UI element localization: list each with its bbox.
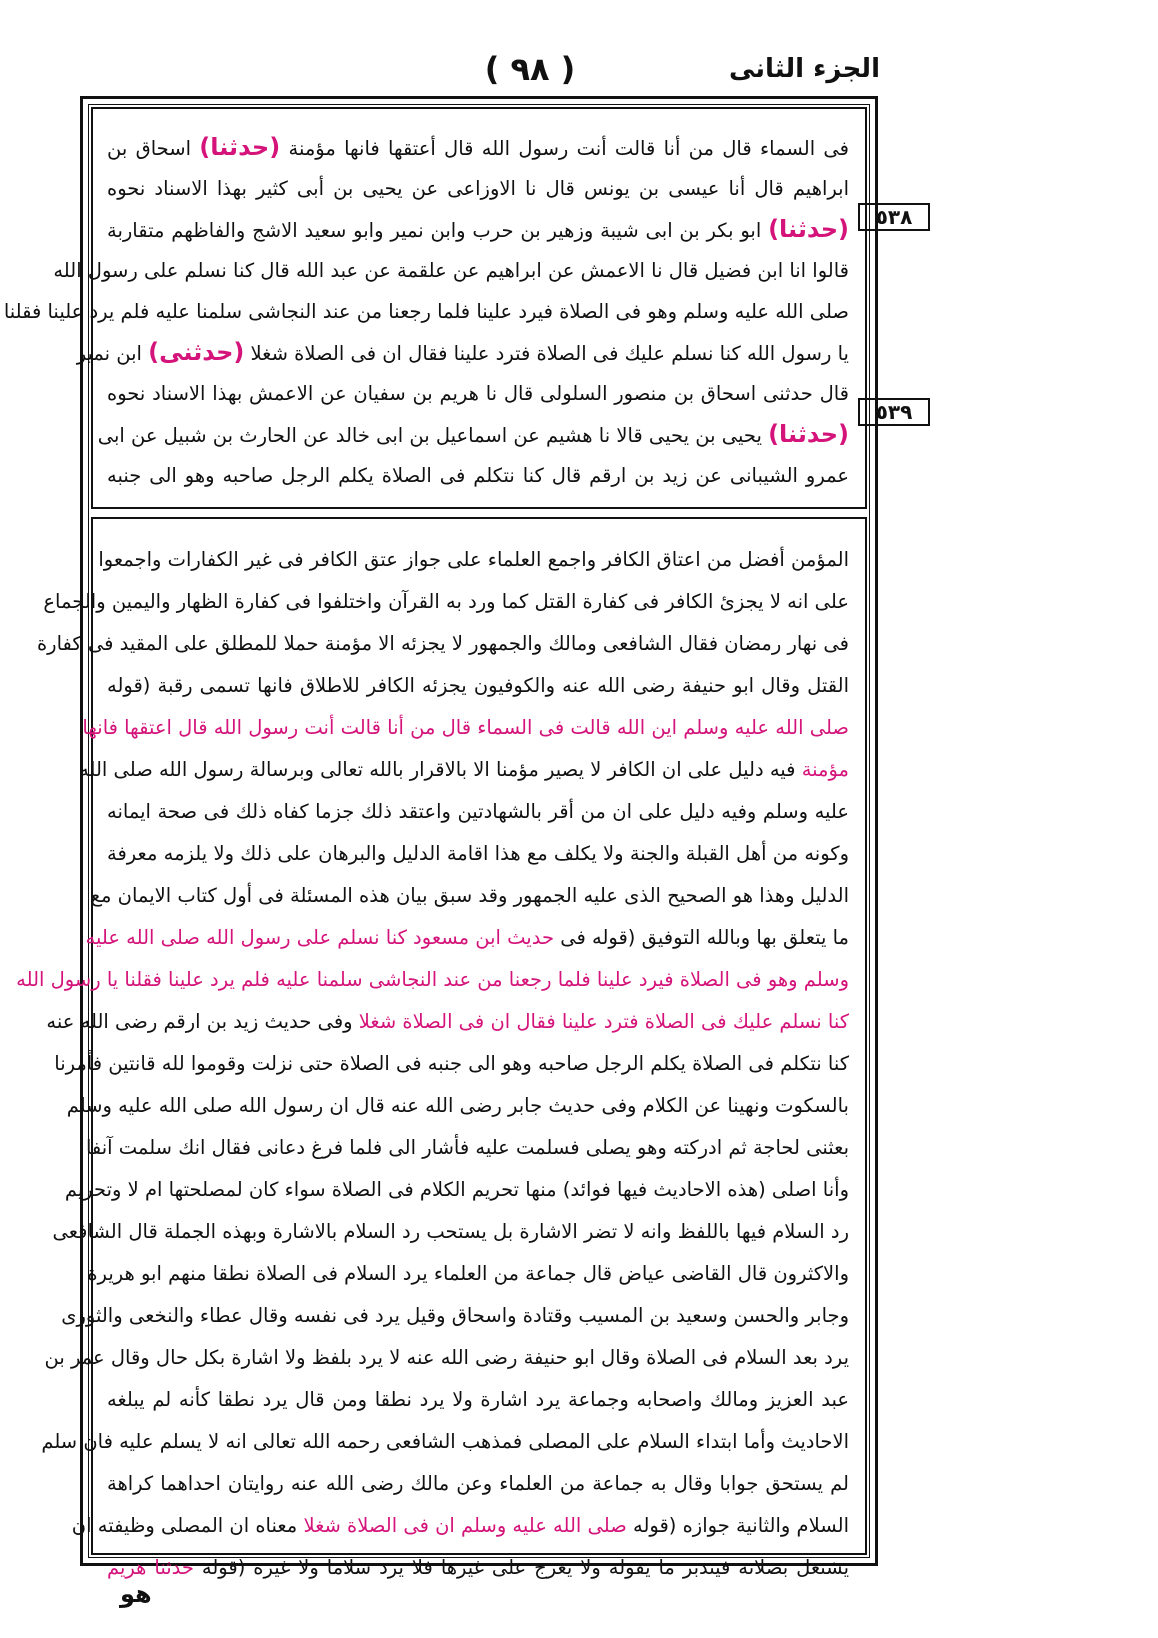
hadith-number-538: ٥٣٨ (858, 203, 930, 231)
text-segment: وأنا اصلى (هذه الاحاديث فيها فوائد) منها تحريم الكلام فى الصلاة سواء كان لمصلحتها ام لا وتحريم (64, 1178, 849, 1201)
quoted-text: كنا نسلم عليك فى الصلاة فترد علينا فقال ان فى الصلاة شغلا (358, 1010, 849, 1033)
quoted-text: صلى الله عليه وسلم اين الله قالت فى السماء قال من أنا قالت أنت رسول الله قال اعتقها فانها (82, 716, 849, 739)
text-segment: اسحاق بن (107, 137, 200, 160)
text-segment: يحيى بن يحيى قالا نا هشيم عن اسماعيل بن ابى خالد عن الحارث بن شبيل عن ابى (97, 424, 769, 447)
text-segment: ابو بكر بن ابى شيبة وزهير بن حرب وابن نمير وابو سعيد الاشج والفاظهم متقاربة (107, 219, 769, 242)
narrator-keyword: (حدثنا) (768, 215, 849, 243)
commentary-line (61, 1295, 849, 1337)
hadith-line (76, 332, 849, 373)
quoted-text: مؤمنة (801, 758, 849, 781)
text-segment: ابن نمير (76, 342, 149, 365)
text-segment: وكونه من أهل القبلة والجنة ولا يكلف مع هذا اقامة الدليل والبرهان على ذلك ولا يلزمه معرفة (107, 842, 849, 865)
footer-signature: هو (120, 1580, 152, 1608)
text-segment: كنا نتكلم فى الصلاة يكلم الرجل صاحبه وهو الى جنبه فى الصلاة حتى نزلت وقوموا لله قانتين فأمرنا (54, 1052, 849, 1075)
commentary-line (107, 833, 849, 875)
text-segment: يا رسول الله كنا نسلم عليك فى الصلاة فترد علينا فقال ان فى الصلاة شغلا (244, 342, 849, 365)
quoted-text: صلى الله عليه وسلم ان فى الصلاة شغلا (303, 1514, 627, 1537)
quoted-text: حديث ابن مسعود كنا نسلم على رسول الله صلى الله عليه (85, 926, 555, 949)
text-segment: السلام والثانية جوازه (قوله (626, 1514, 849, 1537)
commentary-line (66, 1085, 849, 1127)
text-segment: معناه ان المصلى وظيفته ان (71, 1514, 304, 1537)
commentary-line (16, 959, 849, 1001)
commentary-line (107, 1379, 849, 1421)
commentary-line (71, 1505, 849, 1547)
text-segment: على انه لا يجزئ الكافر فى كفارة القتل كما ورد به القرآن واختلفوا فى كفارة الظهار واليمين والجماع (43, 590, 849, 613)
commentary-line (41, 1421, 849, 1463)
text-segment: فى السماء قال من أنا قالت أنت رسول الله قال أعتقها فانها مؤمنة (280, 137, 849, 160)
commentary-line (85, 917, 849, 959)
commentary-line (64, 1169, 849, 1211)
hadith-text-section (3, 107, 867, 509)
commentary-line (107, 1463, 849, 1505)
hadith-line (53, 250, 849, 291)
text-segment: عمرو الشيبانى عن زيد بن ارقم قال كنا نتكلم فى الصلاة يكلم الرجل صاحبه وهو الى جنبه (107, 464, 849, 487)
text-segment: والاكثرون قال القاضى عياض قال جماعة من العلماء يرد السلام فى الصلاة نطقا منهم ابو هريرة (87, 1262, 849, 1285)
text-segment: عليه وسلم وفيه دليل على ان من أقر بالشهادتين واعتقد ذلك جزما كفاه ذلك فى صحة ايمانه (107, 800, 849, 823)
narrator-keyword: (حدثنا) (199, 133, 281, 161)
commentary-line (54, 1043, 849, 1085)
text-segment: لم يستحق جوابا وقال به جماعة من العلماء وعن مالك رضى الله عنه روايتان احداهما كراهة (107, 1472, 849, 1495)
text-segment: الاحاديث وأما ابتداء السلام على المصلى فمذهب الشافعى رحمه الله تعالى انه لا يسلم عليه فان سلم (41, 1430, 849, 1453)
quoted-text: حدثنا هريم (107, 1556, 194, 1579)
text-segment: وفى حديث زيد بن ارقم رضى الله عنه (46, 1010, 359, 1033)
hadith-line (3, 291, 849, 332)
commentary-line (85, 1127, 849, 1169)
text-segment: بالسكوت ونهينا عن الكلام وفى حديث جابر رضى الله عنه قال ان رسول الله صلى الله عليه وسلم (66, 1094, 849, 1117)
text-segment: قال حدثنى اسحاق بن منصور السلولى قال نا هريم بن سفيان عن الاعمش بهذا الاسناد نحوه (107, 382, 849, 405)
hadith-line (107, 455, 849, 496)
page-header (80, 50, 880, 90)
text-segment: القتل وقال ابو حنيفة رضى الله عنه والكوفيون يجزئه الكافر للاطلاق فانها تسمى رقبة (قوله (107, 674, 849, 697)
hadith-line (107, 168, 849, 209)
text-segment: قالوا انا ابن فضيل قال نا الاعمش عن ابراهيم عن علقمة عن عبد الله قال كنا نسلم على رسول الله (53, 259, 849, 282)
commentary-line (79, 749, 849, 791)
commentary-line (107, 665, 849, 707)
commentary-section (16, 517, 867, 1579)
commentary-line (98, 539, 849, 581)
page-frame (3, 96, 878, 1579)
commentary-line (46, 1001, 849, 1043)
hadith-number-539: ٥٣٩ (858, 398, 930, 426)
hadith-line (97, 414, 849, 455)
commentary-line (107, 791, 849, 833)
text-segment: يرد بعد السلام فى الصلاة وقال ابو حنيفة رضى الله عنه لا يرد بلفظ ولا اشارة بكل حال وقال عمر بن (44, 1346, 849, 1369)
text-segment: المؤمن أفضل من اعتاق الكافر واجمع العلماء على جواز عتق الكافر فى غير الكفارات واجمعوا (98, 548, 849, 571)
commentary-line (36, 623, 849, 665)
commentary-line (82, 707, 849, 749)
text-segment: فيه دليل على ان الكافر لا يصير مؤمنا الا بالاقرار بالله تعالى وبرسالة رسول الله صلى الله (79, 758, 802, 781)
text-segment: الدليل وهذا هو الصحيح الذى عليه الجمهور وقد سبق بيان هذه المسئلة فى أول كتاب الايمان مع (90, 884, 849, 907)
text-segment: ما يتعلق بها وبالله التوفيق (قوله فى (554, 926, 849, 949)
hadith-line (107, 373, 849, 414)
hadith-line (107, 209, 849, 250)
commentary-line (43, 581, 849, 623)
part-title: الجزء الثانى (728, 54, 880, 84)
commentary-line (87, 1253, 849, 1295)
narrator-keyword: (حدثنى) (148, 338, 245, 366)
text-segment: بعثنى لحاجة ثم ادركته وهو يصلى فسلمت عليه فأشار الى فلما فرغ دعانى فقال انك سلمت آنفا (85, 1136, 849, 1159)
narrator-keyword: (حدثنا) (768, 420, 849, 448)
text-segment: ابراهيم قال أنا عيسى بن يونس قال نا الاوزاعى عن يحيى بن أبى كثير بهذا الاسناد نحوه (107, 177, 849, 200)
commentary-line (90, 875, 849, 917)
quoted-text: وسلم وهو فى الصلاة فيرد علينا فلما رجعنا من عند النجاشى سلمنا عليه فلم يرد علينا فقلنا يا رسول الله (16, 968, 849, 991)
text-segment: رد السلام فيها باللفظ وانه لا تضر الاشارة بل يستحب رد السلام بالاشارة وبهذه الجملة قال الشافعى (52, 1220, 849, 1243)
commentary-line (44, 1337, 849, 1379)
text-segment: وجابر والحسن وسعيد بن المسيب وقتادة واسحاق وقيل يرد فى نفسه وقال عطاء والنخعى والثورى (61, 1304, 849, 1327)
text-segment: فى نهار رمضان فقال الشافعى ومالك والجمهور لا يجزئه الا مؤمنة حملا للمطلق على المقيد فى كفارة (36, 632, 849, 655)
text-segment: يشتغل بصلاته فيتدبر ما يقوله ولا يعرج على غيرها فلا يرد سلاما ولا غيره (قوله (193, 1556, 849, 1579)
commentary-line (52, 1211, 849, 1253)
hadith-line (107, 127, 849, 168)
text-segment: عبد العزيز ومالك واصحابه وجماعة يرد اشارة ولا يرد نطقا ومن قال يرد نطقا كأنه لم يبلغه (107, 1388, 849, 1411)
text-segment: صلى الله عليه وسلم وهو فى الصلاة فيرد علينا فلما رجعنا من عند النجاشى سلمنا عليه فلم يرد علينا فقلنا (3, 300, 849, 323)
commentary-line (107, 1547, 849, 1589)
page-number: ( ٩٨ ) (484, 50, 576, 88)
